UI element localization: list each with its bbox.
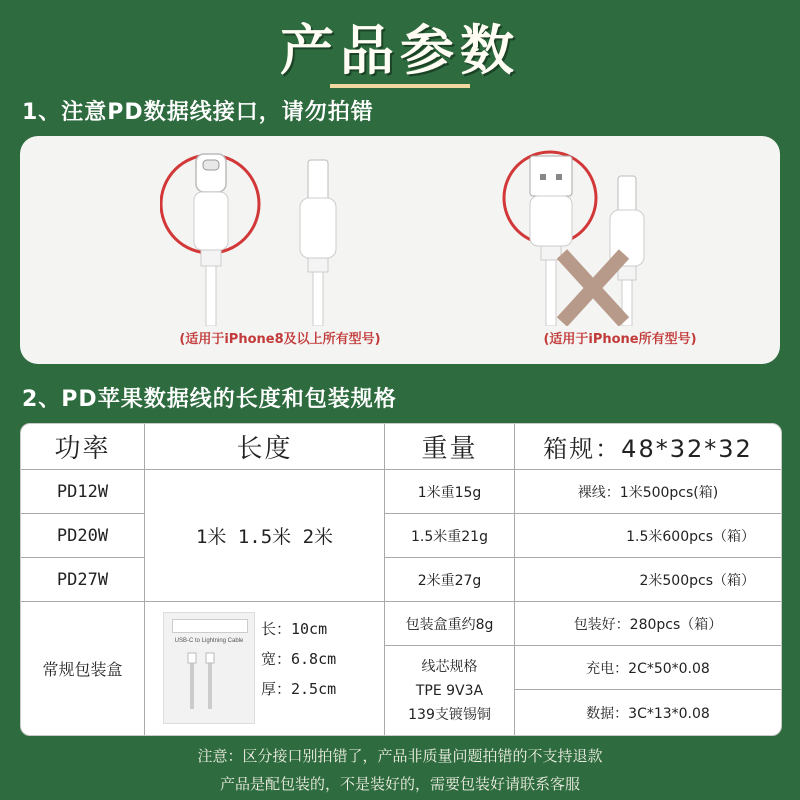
core-spec-title: 线芯规格 [421, 658, 478, 675]
carton-cell: 2米500pcs（箱） [515, 558, 781, 602]
box-label: USB-C to Lightning Cable [174, 638, 244, 644]
section-1-heading: 1、注意PD数据线接口，请勿拍错 [22, 100, 374, 125]
packaging-box-cell [145, 602, 385, 735]
carton-cell: 1.5米600pcs（箱） [515, 514, 781, 558]
note-line-1: 注意：区分接口别拍错了，产品非质量问题拍错的不支持退款 [197, 747, 603, 765]
charge-spec: 充电：2C*50*0.08 [515, 646, 781, 690]
data-spec: 数据：3C*13*0.08 [586, 705, 710, 722]
packaging-label: 常规包装盒 [21, 602, 145, 735]
power-cell: PD12W [21, 470, 145, 514]
power-cell: PD27W [21, 558, 145, 602]
box-length: 长：10cm [261, 620, 328, 638]
usb-c-caption: (适用于iPhone8及以上所有型号) [179, 332, 381, 347]
box-thickness: 厚：2.5cm [261, 680, 337, 698]
packed-qty: 包装好：280pcs（箱） [515, 602, 781, 646]
box-width: 宽：6.8cm [261, 650, 337, 668]
core-spec-detail: 139支镀锡铜 [408, 706, 491, 723]
title-underline [330, 84, 470, 88]
connector-comparison-panel [20, 136, 780, 364]
core-spec-type: TPE 9V3A [415, 682, 484, 699]
weight-cell: 1米重15g [385, 470, 515, 514]
packaging-box-image [163, 612, 255, 724]
weight-cell: 1.5米重21g [385, 514, 515, 558]
box-dimensions [261, 614, 336, 704]
weight-cell: 2米重27g [385, 558, 515, 602]
usb-a-cable-illustration [500, 136, 740, 326]
note-line-2: 产品是配包装的，不是装好的，需要包装好请联系客服 [219, 775, 580, 793]
header-length: 长度 [145, 424, 385, 470]
spec-table [20, 423, 782, 736]
carton-cell: 裸线：1米500pcs(箱) [515, 470, 781, 514]
box-weight: 包装盒重约8g [385, 602, 515, 646]
core-spec-cell [385, 646, 515, 735]
header-power: 功率 [21, 424, 145, 470]
boxed-cable-icon [164, 613, 254, 723]
section-2-heading: 2、PD苹果数据线的长度和包装规格 [22, 387, 397, 412]
header-carton: 箱规：48*32*32 [515, 424, 781, 470]
usb-c-cable-group [160, 136, 480, 364]
usb-a-caption: (适用于iPhone所有型号) [543, 332, 697, 347]
usb-c-cable-illustration [160, 136, 400, 326]
length-options: 1米 1.5米 2米 [145, 470, 385, 602]
header-weight: 重量 [385, 424, 515, 470]
power-cell: PD20W [21, 514, 145, 558]
page-title: 产品参数 [280, 19, 520, 82]
usb-a-cable-group [500, 136, 800, 364]
